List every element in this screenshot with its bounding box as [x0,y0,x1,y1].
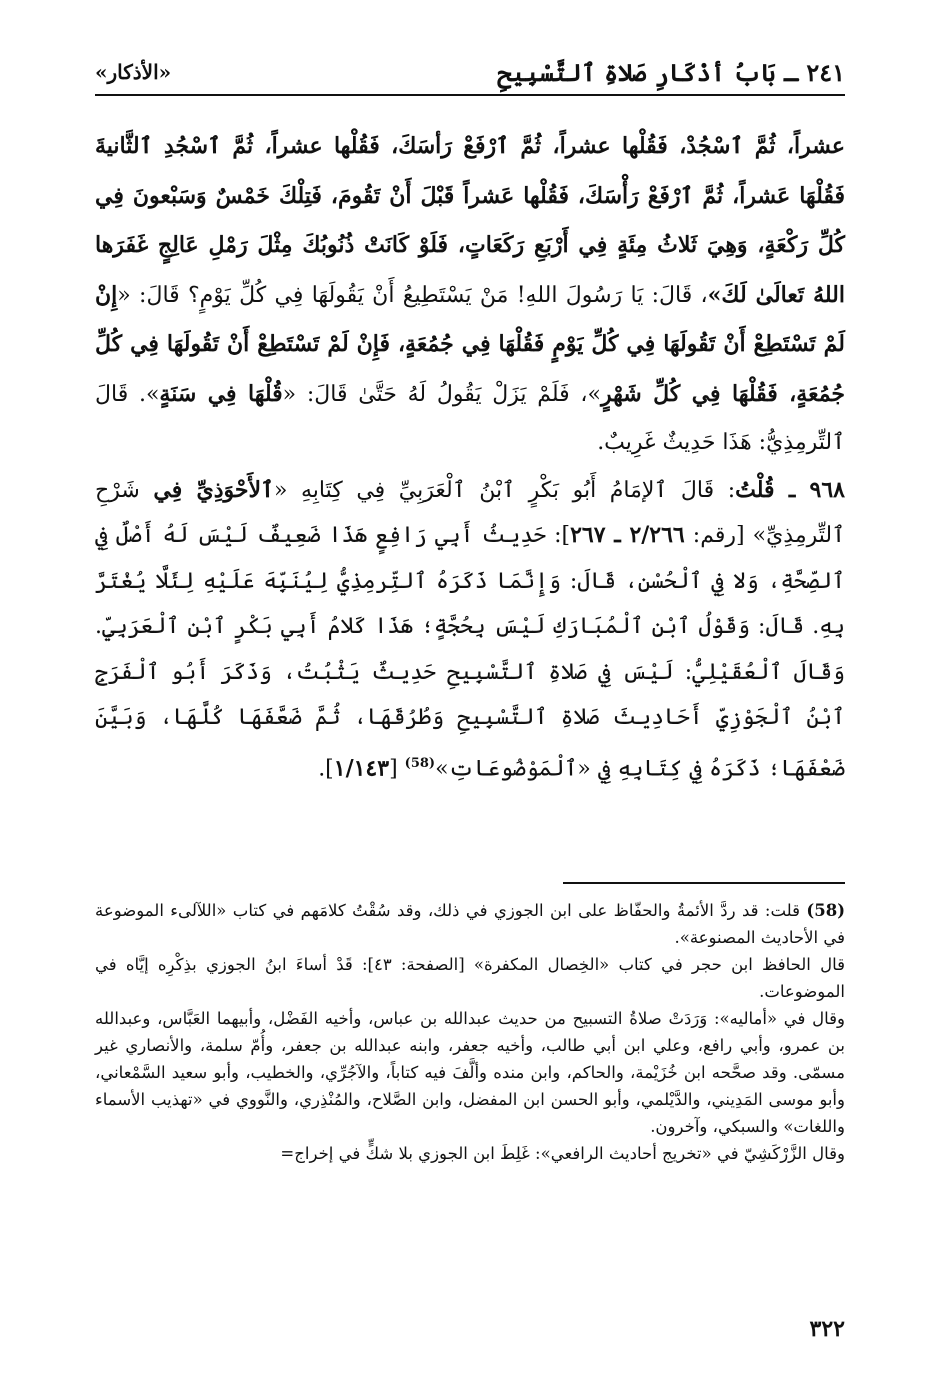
footnote-number: (58) [806,901,845,920]
footnote-text: وقال الزَّرْكَشِيّ في «تخريج أحاديث الرافعي»: غَلِطَ ابن الجوزي بلا شكٍّ في إخراج= [280,1144,845,1163]
footnote-paragraph [95,1005,845,1140]
text-segment: ]. [318,755,334,781]
footnote-paragraph [95,897,845,951]
running-header [95,52,845,96]
text-segment: عشراً، ثُمَّ ٱسْجُدْ، فَقُلْها عشراً، ثُمَّ ٱرْفَعْ رَأسَكَ، فَقُلْها عشراً، ثُمَّ ٱسْجُدِ ٱلثَّانيةَ فَقُلْهَا عَشراً، ثُمَّ ٱرْفَعْ رَأْسَكَ، فَقُلْها عَشراً قَبْلَ أَنْ تَقُومَ، فَتِلْكَ خَمْسٌ وَسَبْعونَ فِي كُلِّ رَكْعَةٍ، وَهِيَ ثَلاثُ مِئَةٍ فِي أَرْبَعِ رَكَعَاتٍ، فَلَوْ كَانَتْ ذُنُوبُكَ مِثْلَ رَمْلِ عَالِجٍ غَفَرَها اللهُ تَعالَىٰ لَكَ» [95,133,846,308]
text-segment: ]: حَدِيثُ أَبِي رَافِعٍ هَذَا ضَعِيفٌ لَيْسَ لَهُ أَصْلٌ فِي ٱلصِّحَّةِ، وَلا فِي ٱلْحُسْنِ، قَالَ: وَإِنَّمَا ذَكَرَهُ ٱلتِّرمِذِيُّ لِيُنَبِّهَ عَلَيْهِ لِئَلَّا يُغْتَرَّ بِهِ. قَالَ: وَقَوْلُ ٱبْنِ ٱلْمُبَارَكِ لَيْسَ بِحُجَّةٍ؛ هَذَا كَلامُ أَبِي بَكْرٍ ٱبْنِ ٱلْعَرَبِيِّ. وَقَالَ ٱلْعُقَيْلِيُّ: لَيْسَ فِي صَلاةِ ٱلتَّسْبِيحِ حَدِيثٌ يَثْبُتُ، وَذَكَرَ أَبُو ٱلْفَرَجِ ٱبْنُ ٱلْجَوْزِيِّ أَحَادِيثَ صَلاةِ ٱلتَّسْبِيحِ وَطُرُقَهَا، ثُمَّ ضَعَّفَهَا كُلَّهَا، وَبَيَّنَ ضَعْفَهَا؛ ذَكَرَهُ فِي كِتَابِهِ فِي «ٱلْمَوْضُوعَاتِ» [95,523,845,781]
document-page [95,52,845,1342]
text-segment: ، قَالَ: يَا رَسُولَ اللهِ! مَنْ يَسْتَطِيعُ أَنْ يَقُولَهَا فِي كُلِّ يَوْمٍ؟ قَالَ: « [117,282,708,308]
commentary-paragraph [95,468,845,792]
text-segment: [ [389,755,405,781]
text-segment: قُلْهَا فِي سَنَةٍ [159,380,283,407]
main-text [95,122,845,791]
footnote-divider [563,882,845,884]
footnote-reference[interactable]: (58) [404,755,436,771]
chapter-title: ٢٤١ ـ بَابُ أذْكَارِ صَلاةِ ٱلتَّسْبِيحِ [497,58,845,87]
footnote-paragraph [95,951,845,1005]
footnote-text: قلت: قد ردَّ الأئمةُ والحفّاظ على ابن الجوزي في ذلك، وقد سُقْتُ كلامَهم في كتاب «اللآلىء الموضوعة في الأحاديث المصنوعة». [95,901,845,947]
book-title: «الأذكار» [95,60,172,84]
text-segment: »، فَلَمْ يَزَلْ يَقُولُ لَهُ حَتَّىٰ قَالَ: « [282,381,601,407]
paragraph-number: ٩٦٨ ـ قُلْتُ [735,476,845,503]
footnote-text: وقال في «أماليه»: وَرَدَتْ صلاةُ التسبيح من حديث عبدالله بن عباس، وأخيه الفَضْل، وأبيهما العَبَّاس، وعبدالله بن عمرو، وأبي رافع، وعلي ابن أبي طالب، وأخيه جعفر، وابنه عبدالله بن جعفر، وأُمّ سلمة، والأنصاري غير مسمّى. وقد صحَّحه ابن خُزَيْمة، والحاكم، وابن منده وألَّفَ فيه كتاباً، والآجُرِّي، والخطيب، وأبو سعيد السَّمْعاني، وأبو موسى المَدِيني، والدَّيْلمي، وأبو الحسن ابن المفضل، وابن الصَّلاح، والمُنْذِري، والنَّووي في «تهذيب الأسماء واللغات» والسبكي، وآخرون. [95,1009,845,1136]
text-segment: ». قَالَ ٱلتِّرمِذِيُّ: هَذَا حَدِيثٌ غَرِيبٌ. [95,381,845,455]
text-segment: ٢/٢٦٦ ـ ٢٦٧ [570,522,685,548]
text-segment: إِنْ لَمْ تَسْتَطِعْ أَنْ تَقُولَهَا فِي كُلِّ يَوْمٍ فَقُلْهَا فِي جُمُعَةٍ، فَإِنْ لَمْ تَسْتَطِعْ أَنْ تَقُولَهَا فِي كُلِّ جُمُعَةٍ، فَقُلْهَا فِي كُلِّ شَهْرٍ [95,281,846,407]
hadith-paragraph [95,122,845,468]
page-number: ٣٢٢ [809,1316,845,1342]
text-segment: : قَالَ ٱلإمَامُ أَبُو بَكْرٍ ٱبْنُ ٱلْعَرَبِيِّ فِي كِتَابِهِ « [273,477,736,503]
text-segment: ١/١٤٣ [333,754,390,781]
footnote-paragraph [95,1140,845,1167]
text-segment: شَرْحِ ٱلتِّرمِذِيِّ» [رقم: [95,477,845,548]
footnote-text: قال الحافظ ابن حجر في كتاب «الخِصال المكفرة» [الصفحة: ٤٣]: قَدْ أساءَ ابنُ الجوزي بذِكْرِه إيَّاه في الموضوعات. [95,955,845,1001]
footnotes [95,897,845,1167]
text-segment: ٱلأَحْوَذِيِّ فِي [153,476,274,503]
